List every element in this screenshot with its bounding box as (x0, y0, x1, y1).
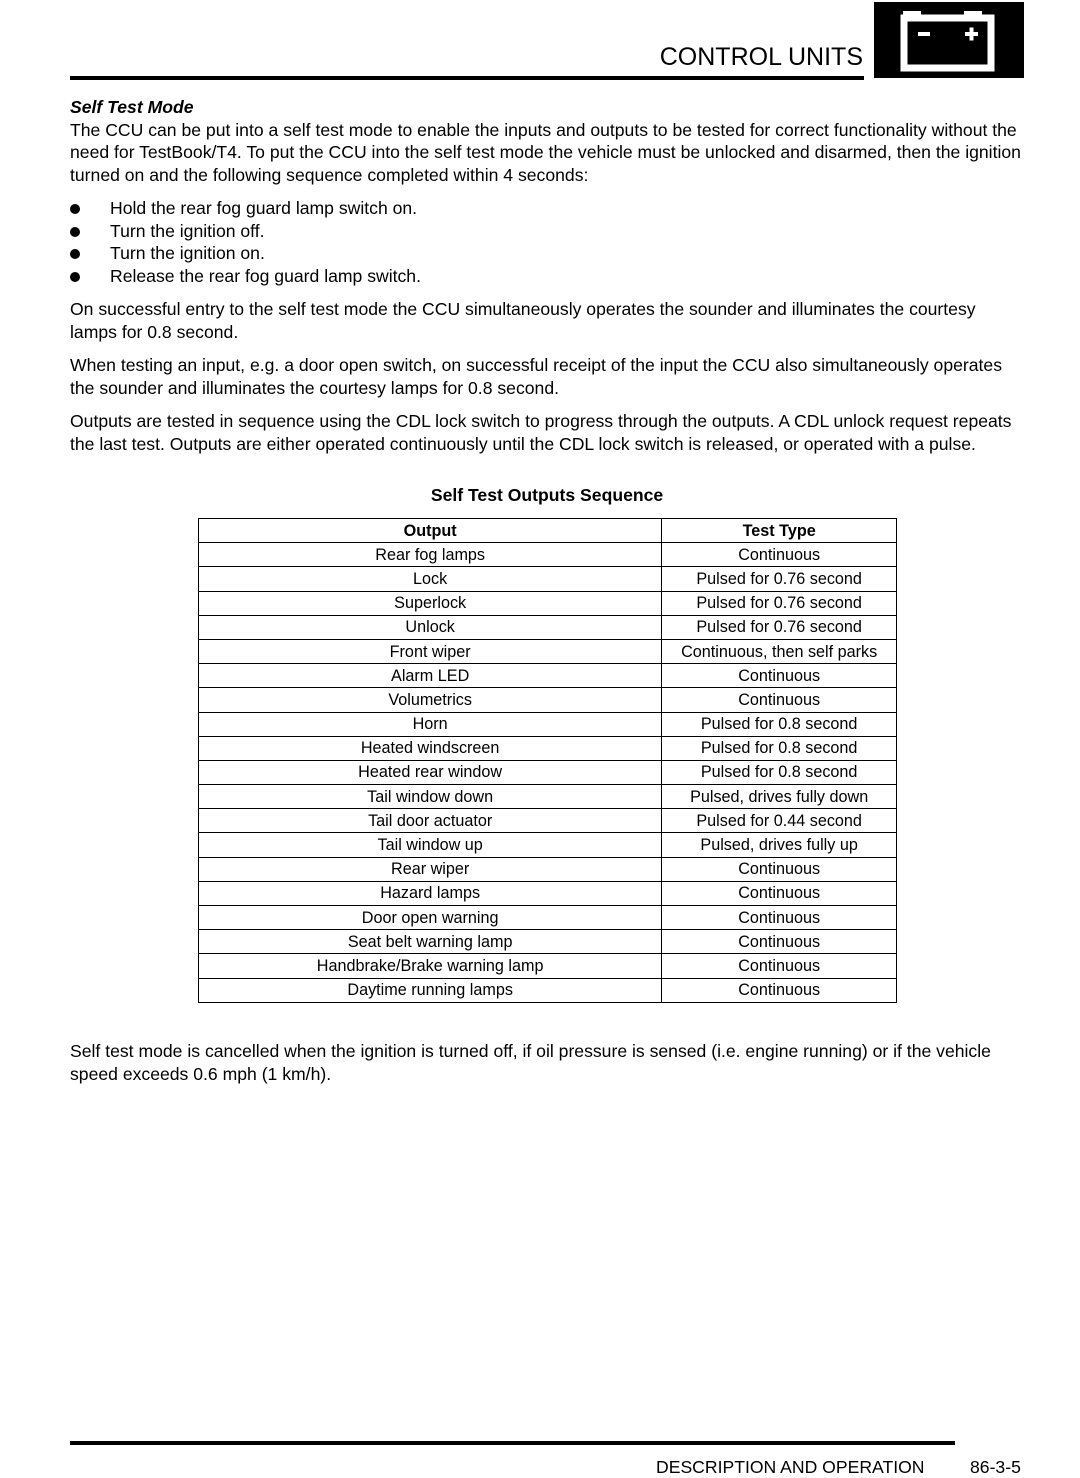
entry-confirmation-paragraph: On successful entry to the self test mode the CCU simultaneously operates the sounder and illuminates the courtesy lamps for 0.8 second. (70, 299, 976, 342)
entry-sequence-list (70, 197, 1025, 287)
list-item (70, 220, 1025, 243)
bullet-icon (70, 249, 80, 259)
column-header-test-type: Test Type (662, 519, 897, 543)
table-row (199, 906, 897, 930)
output-cell: Lock (199, 567, 662, 591)
page-number: 86-3-5 (970, 1457, 1021, 1477)
test-type-cell: Continuous (662, 954, 897, 978)
table-row (199, 712, 897, 736)
test-type-cell: Pulsed for 0.76 second (662, 615, 897, 639)
list-item-text: Release the rear fog guard lamp switch. (110, 265, 421, 286)
test-type-cell: Pulsed for 0.76 second (662, 591, 897, 615)
table-row (199, 930, 897, 954)
output-cell: Seat belt warning lamp (199, 930, 662, 954)
output-cell: Tail window down (199, 785, 662, 809)
table-row (199, 760, 897, 784)
test-type-cell: Pulsed for 0.44 second (662, 809, 897, 833)
intro-paragraph: The CCU can be put into a self test mode to enable the inputs and outputs to be tested for correct functionality without the need for TestBook/T4. To put the CCU into the self test mode the vehicle must be unlocked and disarmed, then the ignition turned on and the following sequence completed within 4 seconds: (70, 119, 1021, 185)
list-item (70, 265, 1025, 288)
output-cell: Rear wiper (199, 857, 662, 881)
list-item-text: Turn the ignition off. (110, 220, 265, 241)
output-cell: Heated windscreen (199, 736, 662, 760)
test-type-cell: Continuous (662, 930, 897, 954)
footer-section-title: DESCRIPTION AND OPERATION (656, 1457, 925, 1477)
cancellation-paragraph: Self test mode is cancelled when the ignition is turned off, if oil pressure is sensed (i.e. engine running) or if the vehicle speed exceeds 0.6 mph (1 km/h). (70, 1041, 991, 1084)
output-testing-paragraph: Outputs are tested in sequence using the CDL lock switch to progress through the outputs. A CDL unlock request repeats the last test. Outputs are either operated continuously until the CDL lock switch is released, or operated with a pulse. (70, 411, 1012, 454)
table-row (199, 688, 897, 712)
list-item (70, 242, 1025, 265)
table-row (199, 857, 897, 881)
test-type-cell: Pulsed for 0.8 second (662, 736, 897, 760)
section-heading: Self Test Mode (70, 97, 194, 117)
output-cell: Heated rear window (199, 760, 662, 784)
output-cell: Tail door actuator (199, 809, 662, 833)
battery-icon (874, 2, 1024, 78)
output-cell: Door open warning (199, 906, 662, 930)
column-header-output: Output (199, 519, 662, 543)
input-testing-paragraph: When testing an input, e.g. a door open switch, on successful receipt of the input the CCU also simultaneously operates the sounder and illuminates the courtesy lamps for 0.8 second. (70, 355, 1003, 398)
test-type-cell: Pulsed for 0.8 second (662, 760, 897, 784)
table-row (199, 543, 897, 567)
test-type-cell: Continuous (662, 857, 897, 881)
outputs-table (198, 518, 897, 1003)
output-cell: Handbrake/Brake warning lamp (199, 954, 662, 978)
table-row (199, 978, 897, 1002)
output-cell: Front wiper (199, 639, 662, 663)
test-type-cell: Continuous (662, 978, 897, 1002)
test-type-cell: Continuous (662, 881, 897, 905)
table-row (199, 639, 897, 663)
table-row (199, 881, 897, 905)
self-test-section (70, 96, 1025, 466)
output-cell: Tail window up (199, 833, 662, 857)
output-cell: Superlock (199, 591, 662, 615)
test-type-cell: Pulsed for 0.8 second (662, 712, 897, 736)
test-type-cell: Continuous (662, 906, 897, 930)
list-item (70, 197, 1025, 220)
list-item-text: Turn the ignition on. (110, 243, 265, 263)
output-cell: Horn (199, 712, 662, 736)
test-type-cell: Continuous (662, 664, 897, 688)
test-type-cell: Continuous (662, 543, 897, 567)
output-cell: Hazard lamps (199, 881, 662, 905)
output-cell: Unlock (199, 615, 662, 639)
table-row (199, 785, 897, 809)
header-divider (70, 76, 864, 80)
table-header-row (199, 519, 897, 543)
test-type-cell: Pulsed, drives fully up (662, 833, 897, 857)
output-cell: Volumetrics (199, 688, 662, 712)
table-row (199, 615, 897, 639)
table-row (199, 736, 897, 760)
test-type-cell: Continuous, then self parks (662, 639, 897, 663)
table-row (199, 954, 897, 978)
output-cell: Daytime running lamps (199, 978, 662, 1002)
test-type-cell: Pulsed, drives fully down (662, 785, 897, 809)
table-row (199, 833, 897, 857)
output-cell: Rear fog lamps (199, 543, 662, 567)
footer-divider (70, 1441, 955, 1445)
table-row (199, 591, 897, 615)
test-type-cell: Continuous (662, 688, 897, 712)
table-row (199, 809, 897, 833)
page-header-title: CONTROL UNITS (659, 43, 863, 71)
table-row (199, 664, 897, 688)
bullet-icon (70, 227, 80, 237)
list-item-text: Hold the rear fog guard lamp switch on. (110, 198, 418, 218)
bullet-icon (70, 204, 80, 214)
table-caption: Self Test Outputs Sequence (430, 485, 664, 505)
bullet-icon (70, 272, 80, 282)
test-type-cell: Pulsed for 0.76 second (662, 567, 897, 591)
output-cell: Alarm LED (199, 664, 662, 688)
table-row (199, 567, 897, 591)
